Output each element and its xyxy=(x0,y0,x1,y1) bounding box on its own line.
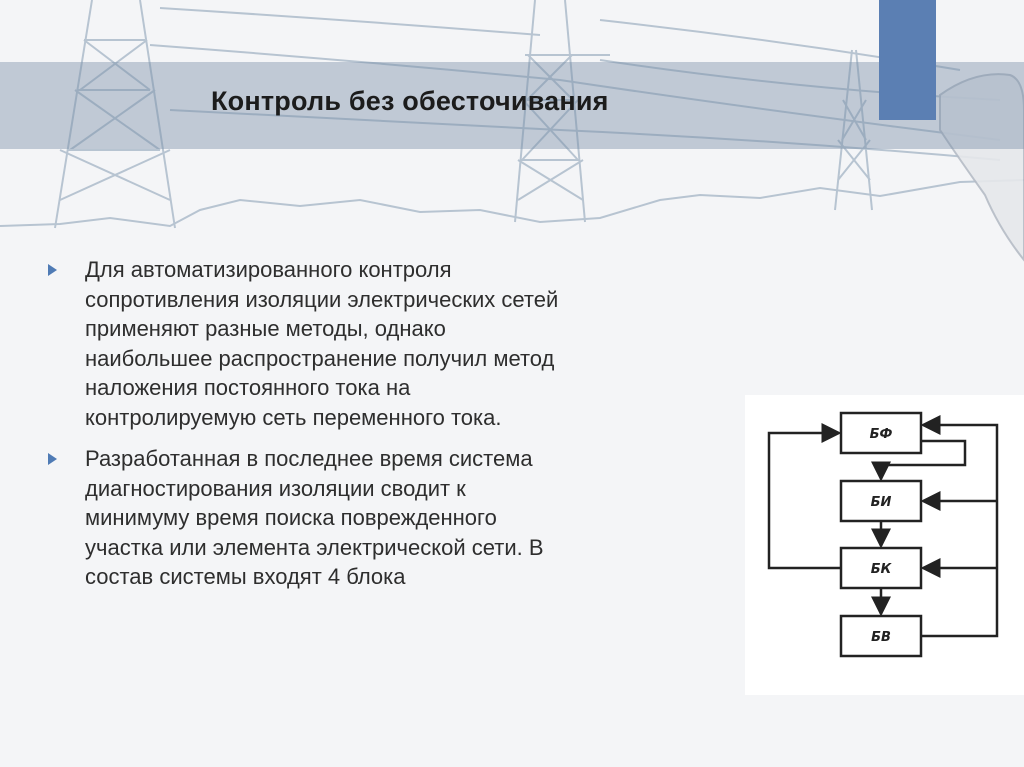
bullet-item xyxy=(48,255,748,432)
bullet-line: Для автоматизированного контроля xyxy=(85,257,452,282)
arrow-bf-bi xyxy=(881,441,965,479)
block-label-bi: БИ xyxy=(870,495,892,510)
bullet-line: наибольшее распространение получил метод xyxy=(85,345,555,371)
bullet-line: Разработанная в последнее время система xyxy=(85,446,533,471)
arrow-bv-bf xyxy=(921,425,997,636)
block-label-bv: БВ xyxy=(871,630,891,645)
bullet-line: сопротивления изоляции электрических сетей xyxy=(85,286,559,312)
triangle-bullet-icon xyxy=(48,264,57,276)
bullet-text xyxy=(85,255,558,432)
bullet-line: минимуму время поиска поврежденного xyxy=(85,505,497,530)
block-label-bk: БК xyxy=(870,562,892,577)
bullet-line: контролируемую сеть переменного тока. xyxy=(85,404,502,430)
triangle-bullet-icon xyxy=(48,453,57,465)
bullet-item xyxy=(48,444,748,592)
bullet-line: участка или элемента электрической сети. В xyxy=(85,534,544,560)
bullet-line: состав системы входят 4 блока xyxy=(85,564,406,589)
bullet-text xyxy=(85,444,544,592)
slide-title: Контроль без обесточивания xyxy=(211,86,609,116)
bullet-line: диагностирования изоляции сводит к xyxy=(85,475,466,501)
bullet-list xyxy=(48,255,748,604)
block-diagram xyxy=(745,395,1024,695)
bullet-line: наложения постоянного тока на xyxy=(85,375,411,400)
arrow-bk-bf xyxy=(769,433,841,568)
accent-rectangle xyxy=(879,0,936,120)
bullet-line: применяют разные методы, однако xyxy=(85,316,446,341)
block-label-bf: БФ xyxy=(869,427,893,442)
